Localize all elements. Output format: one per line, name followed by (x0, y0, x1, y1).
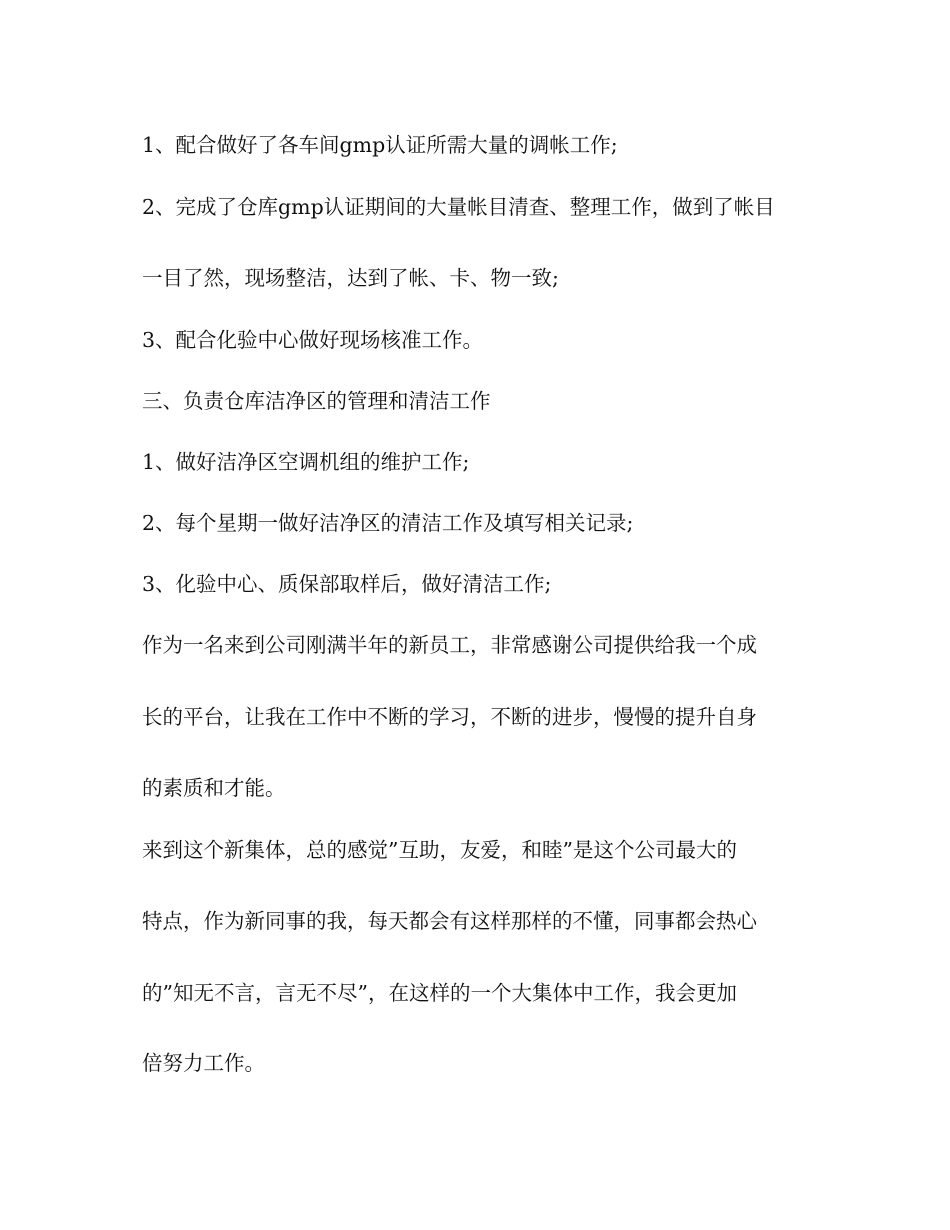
section-heading: 三、负责仓库洁净区的管理和清洁工作 (142, 389, 491, 413)
text-line: 1、配合做好了各车间gmp认证所需大量的调帐工作; (142, 133, 618, 157)
text-line: 作为一名来到公司刚满半年的新员工，非常感谢公司提供给我一个成 (142, 633, 757, 657)
text-line: 3、配合化验中心做好现场核准工作。 (142, 328, 484, 352)
text-line: 特点，作为新同事的我，每天都会有这样那样的不懂，同事都会热心 (142, 909, 757, 933)
text-line: 的”知无不言，言无不尽”，在这样的一个大集体中工作，我会更加 (142, 981, 737, 1005)
text-line: 的素质和才能。 (142, 776, 286, 800)
text-line: 来到这个新集体，总的感觉”互助，友爱，和睦”是这个公司最大的 (142, 838, 737, 862)
text-line: 倍努力工作。 (142, 1051, 265, 1075)
text-line: 2、完成了仓库gmp认证期间的大量帐目清查、整理工作，做到了帐目 (142, 195, 775, 219)
text-line: 1、做好洁净区空调机组的维护工作; (142, 450, 470, 474)
text-line: 长的平台，让我在工作中不断的学习，不断的进步，慢慢的提升自身 (142, 705, 757, 729)
text-line: 一目了然，现场整洁，达到了帐、卡、物一致; (142, 266, 559, 290)
text-line: 2、每个星期一做好洁净区的清洁工作及填写相关记录; (142, 511, 634, 535)
text-line: 3、化验中心、质保部取样后，做好清洁工作; (142, 572, 552, 596)
